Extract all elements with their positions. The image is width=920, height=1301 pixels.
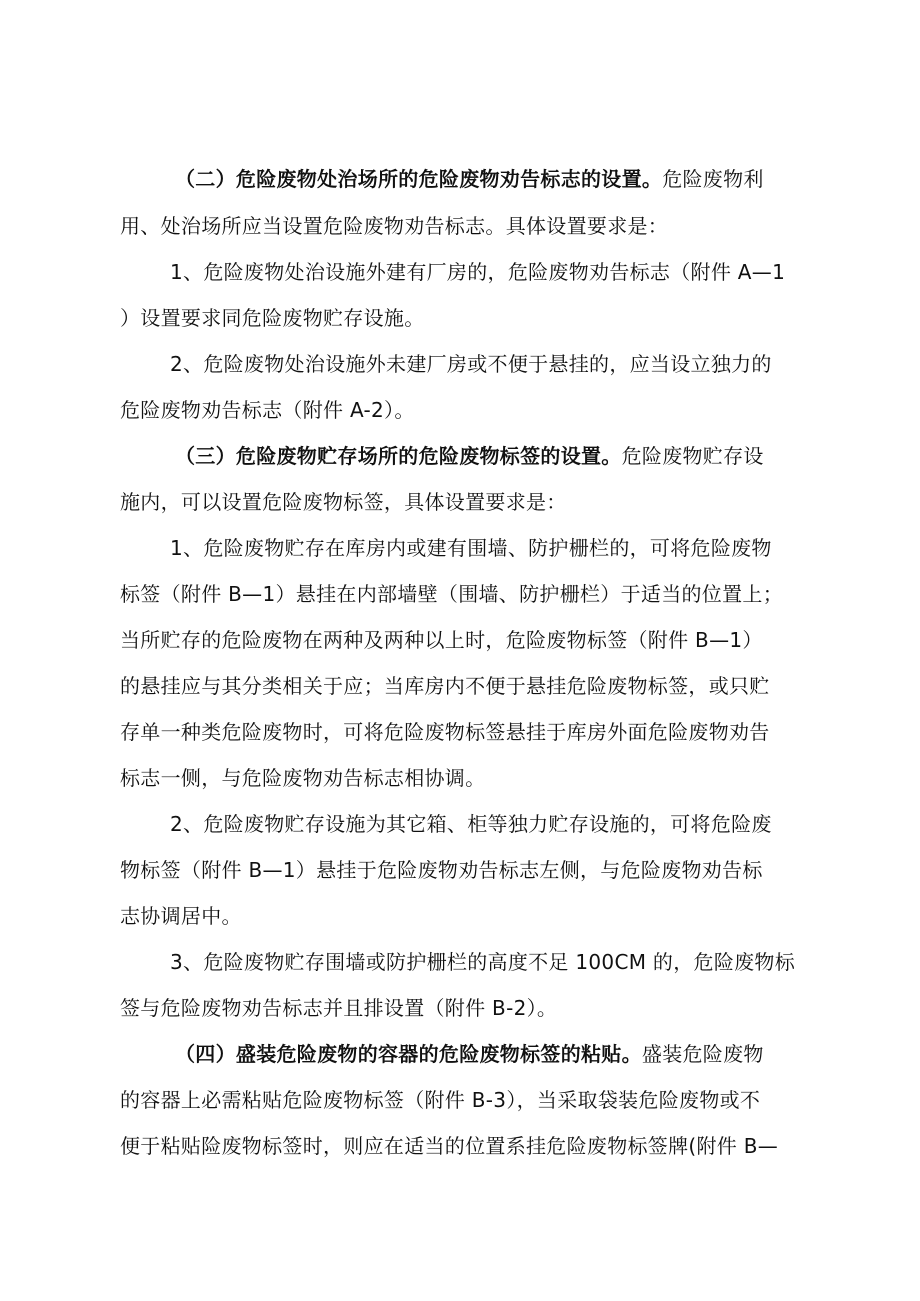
section3-first-line [175, 443, 764, 469]
section2-heading: （二）危险废物处治场所的危险废物劝告标志的设置。 [175, 167, 663, 191]
section4-text-line: 便于粘贴险废物标签时，则应在适当的位置系挂危险废物标签牌(附件 B— [120, 1134, 779, 1158]
section4-text: 盛装危险废物 [641, 1042, 764, 1066]
section4-first-line [175, 1041, 764, 1067]
section3-item2-line: 志协调居中。 [120, 904, 242, 928]
section3-item2-line: 物标签（附件 B—1）悬挂于危险废物劝告标志左侧，与危险废物劝告标 [120, 858, 763, 882]
section3-text: 危险废物贮存设 [621, 444, 764, 468]
section2-item1-line: ）设置要求同危险废物贮存设施。 [120, 306, 425, 330]
section3-item1-line: 当所贮存的危险废物在两种及两种以上时，危险废物标签（附件 B—1） [120, 628, 763, 652]
section3-item1-line: 的悬挂应与其分类相关于应；当库房内不便于悬挂危险废物标签，或只贮 [120, 674, 770, 698]
section3-text-line: 施内，可以设置危险废物标签，具体设置要求是： [120, 490, 567, 514]
section3-item1-line: 标签（附件 B—1）悬挂在内部墙壁（围墙、防护栅栏）于适当的位置上； [120, 582, 784, 606]
section3-item1-line: 1、危险废物贮存在库房内或建有围墙、防护栅栏的，可将危险废物 [170, 536, 772, 560]
section2-item2-line: 危险废物劝告标志（附件 A-2）。 [120, 398, 415, 422]
section2-item2-line: 2、危险废物处治设施外未建厂房或不便于悬挂的，应当设立独力的 [170, 352, 772, 376]
section2-first-line [175, 166, 764, 192]
section3-item3-line: 签与危险废物劝告标志并且排设置（附件 B-2）。 [120, 996, 558, 1020]
section4-heading: （四）盛装危险废物的容器的危险废物标签的粘贴。 [175, 1042, 642, 1066]
section2-item1-line: 1、危险废物处治设施外建有厂房的，危险废物劝告标志（附件 A—1 [170, 260, 786, 284]
section3-item1-line: 存单一种类危险废物时，可将危险废物标签悬挂于库房外面危险废物劝告 [120, 720, 770, 744]
section2-text-line: 用、处治场所应当设置危险废物劝告标志。具体设置要求是： [120, 214, 669, 238]
section3-item3-line: 3、危险废物贮存围墙或防护栅栏的高度不足 100CM 的，危险废物标 [170, 950, 796, 974]
section3-item2-line: 2、危险废物贮存设施为其它箱、柜等独力贮存设施的，可将危险废 [170, 812, 772, 836]
section4-text-line: 的容器上必需粘贴危险废物标签（附件 B-3），当采取袋装危险废物或不 [120, 1088, 761, 1112]
section3-item1-line: 标志一侧，与危险废物劝告标志相协调。 [120, 766, 486, 790]
section2-text: 危险废物利 [662, 167, 764, 191]
section3-heading: （三）危险废物贮存场所的危险废物标签的设置。 [175, 444, 622, 468]
